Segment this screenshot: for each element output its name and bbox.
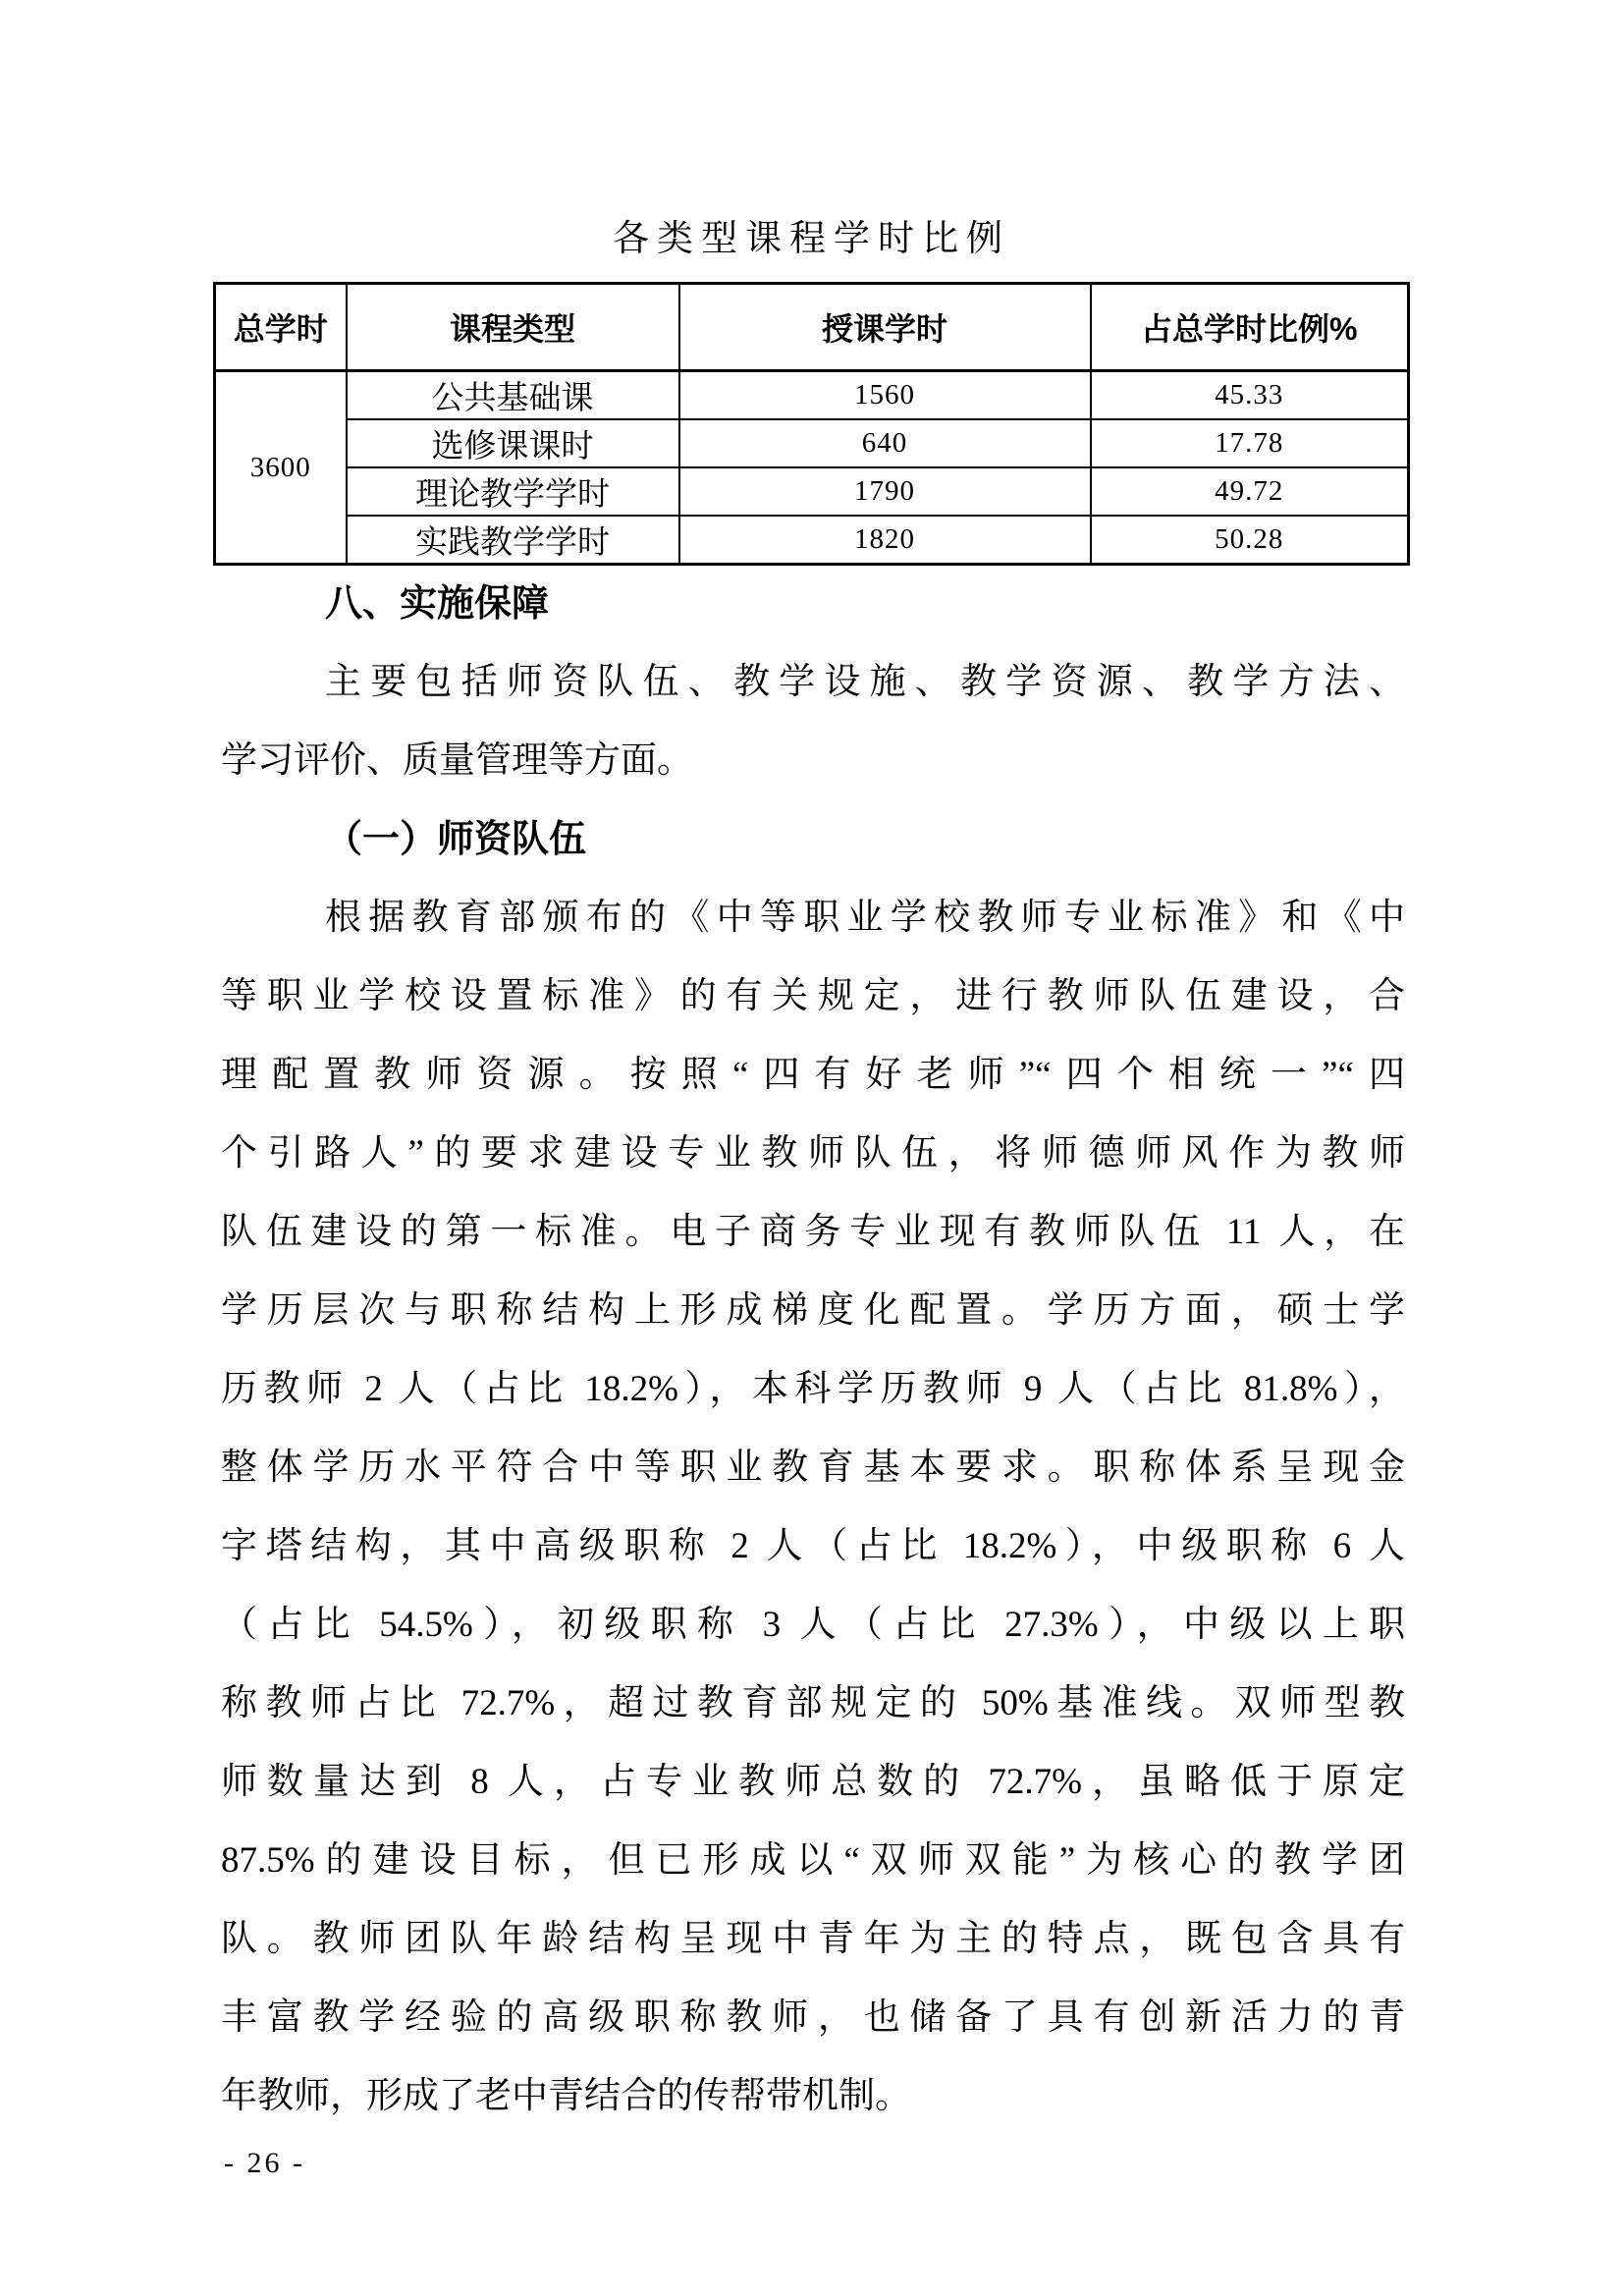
col-header-course-type: 课程类型 [347,284,679,371]
hours-cell: 1820 [679,516,1091,565]
text-line: 丰富教学经验的高级职称教师，也储备了具有创新活力的青 [221,1997,1405,2038]
text-line: 师数量达到 8 人，占专业教师总数的 72.7%，虽略低于原定 [221,1762,1405,1802]
section-heading-implementation-safeguards: 八、实施保障 [325,583,550,625]
text-line: 队。教师团队年龄结构呈现中青年为主的特点，既包含具有 [221,1919,1405,1959]
percent-cell: 45.33 [1091,371,1409,420]
page-number: - 26 - [224,2147,305,2179]
table-row [215,516,1409,565]
text-line: 根据教育部颁布的《中等职业学校教师专业标准》和《中 [325,898,1405,938]
col-header-teaching-hours: 授课学时 [679,284,1091,371]
text-line: 年教师，形成了老中青结合的传帮带机制。 [221,2076,911,2116]
table-row [215,467,1409,516]
text-line: 87.5%的建设目标，但已形成以“双师双能”为核心的教学团 [221,1840,1405,1881]
hours-cell: 1560 [679,371,1091,420]
course-type-cell: 选修课课时 [347,419,679,467]
text-line: 学习评价、质量管理等方面。 [221,740,693,781]
text-line: 称教师占比 72.7%，超过教育部规定的 50%基准线。双师型教 [221,1683,1405,1723]
col-header-total-hours: 总学时 [215,284,347,371]
course-type-cell: 公共基础课 [347,371,679,420]
text-line: 主要包括师资队伍、教学设施、教学资源、教学方法、 [325,662,1405,702]
text-line: 学历层次与职称结构上形成梯度化配置。学历方面，硕士学 [221,1290,1405,1331]
paragraph-teaching-staff-details [221,879,1405,2136]
text-line: 字塔结构，其中高级职称 2 人（占比 18.2%），中级职称 6 人 [221,1526,1405,1566]
table-row [215,419,1409,467]
table-header-row [215,284,1409,371]
paragraph-overview [221,643,1405,800]
text-line: 历教师 2 人（占比 18.2%），本科学历教师 9 人（占比 81.8%）， [221,1369,1405,1409]
col-header-percent: 占总学时比例% [1091,284,1409,371]
percent-cell: 49.72 [1091,467,1409,516]
course-type-cell: 理论教学学时 [347,467,679,516]
text-line: 理配置教师资源。按照“四有好老师”“四个相统一”“四 [221,1055,1405,1095]
course-hours-table [213,282,1410,566]
percent-cell: 17.78 [1091,419,1409,467]
text-line: 个引路人”的要求建设专业教师队伍，将师德师风作为教师 [221,1133,1405,1174]
total-hours-cell: 3600 [215,371,347,565]
text-line: 等职业学校设置标准》的有关规定，进行教师队伍建设，合 [221,976,1405,1016]
text-line: 队伍建设的第一标准。电子商务专业现有教师队伍 11 人，在 [221,1212,1405,1252]
percent-cell: 50.28 [1091,516,1409,565]
hours-cell: 1790 [679,467,1091,516]
subsection-heading-teaching-staff: （一）师资队伍 [325,819,587,860]
table-caption: 各类型课程学时比例 [613,219,1010,259]
hours-cell: 640 [679,419,1091,467]
text-line: （占比 54.5%），初级职称 3 人（占比 27.3%），中级以上职 [221,1605,1405,1645]
text-line: 整体学历水平符合中等职业教育基本要求。职称体系呈现金 [221,1448,1405,1488]
course-type-cell: 实践教学学时 [347,516,679,565]
table-row [215,371,1409,420]
